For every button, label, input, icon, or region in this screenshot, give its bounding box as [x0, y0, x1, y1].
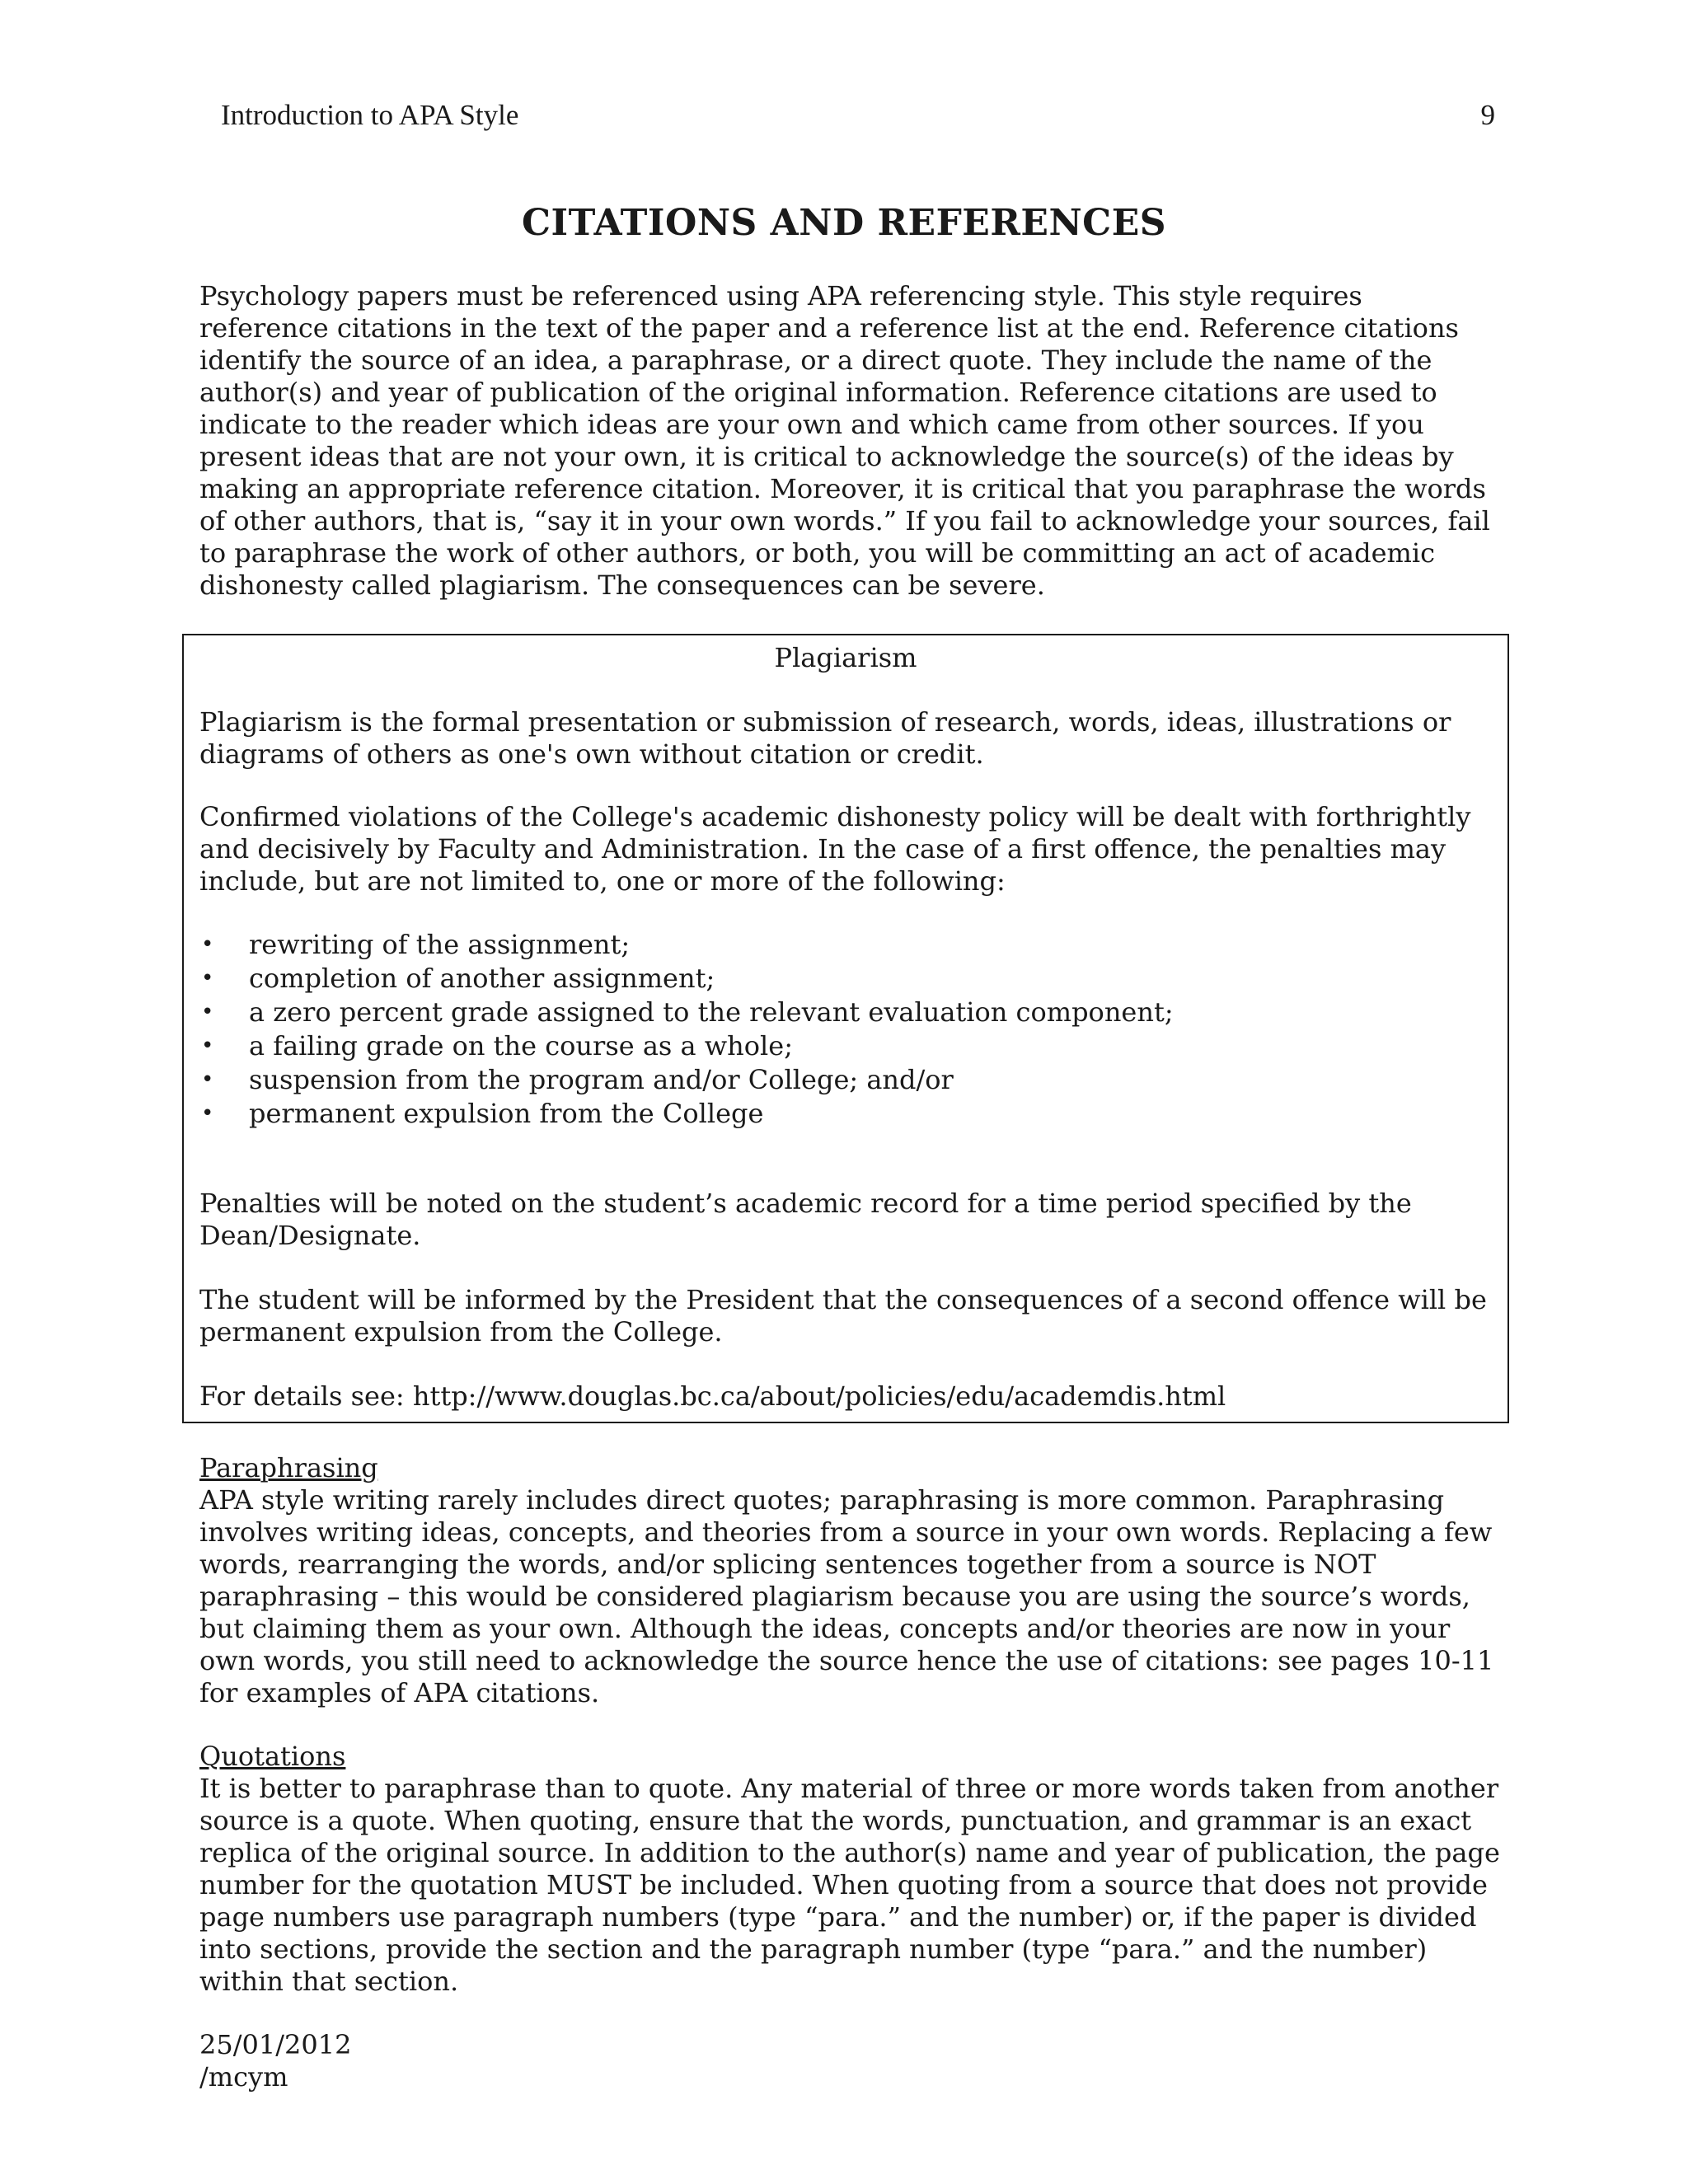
list-item: • a zero percent grade assigned to the relevant evaluation component; — [201, 996, 1174, 1028]
list-item: • a failing grade on the course as a whole; — [201, 1030, 793, 1062]
plagiarism-heading: Plagiarism — [774, 642, 917, 673]
page-number: 9 — [1480, 99, 1495, 131]
bullet-icon: • — [201, 932, 214, 957]
quotations-section — [199, 1741, 1502, 1998]
plagiarism-violations: Confirmed violations of the College's academic dishonesty policy will be dealt with forthrightly and decisively by Faculty and Administration. In the case of a first offence, the penalties may include, but are not limited to, one or more of the following: — [199, 801, 1471, 897]
list-item: • completion of another assignment; — [201, 963, 715, 994]
list-item: • rewriting of the assignment; — [201, 929, 631, 960]
plagiarism-box — [182, 634, 1509, 1423]
bullet-icon: • — [201, 1101, 214, 1126]
second-offence-note: The student will be informed by the President that the consequences of a second offence will be permanent expulsion from the College. — [199, 1284, 1487, 1347]
bullet-icon: • — [201, 1000, 214, 1024]
quotations-body: It is better to paraphrase than to quote. Any material of three or more words taken from another source is a quote. When quoting, ensure that the words, punctuation, and grammar is an exact replica of the original source. In addition to the author(s) name and year of publication, the page number for the quotation MUST be included. When quoting from a source that does not provide page numbers use paragraph numbers (type “para.” and the number) or, if the paper is divided into sections, provide the section and the paragraph number (type “para.” and the number) within that section. — [199, 1773, 1500, 1997]
running-head-title: Introduction to APA Style — [221, 99, 519, 131]
list-item: • suspension from the program and/or College; and/or — [201, 1064, 954, 1095]
bullet-icon: • — [201, 966, 214, 991]
page-title: CITATIONS AND REFERENCES — [522, 202, 1166, 244]
footer — [199, 2029, 351, 2093]
paraphrasing-heading: Paraphrasing — [199, 1452, 378, 1483]
paraphrasing-section — [199, 1452, 1502, 1709]
running-head — [221, 99, 1495, 132]
intro-paragraph: Psychology papers must be referenced using APA referencing style. This style requires reference citations in the text of the paper and a reference list at the end. Reference citations identify the source of an idea, a paraphrase, or a direct quote. They include the name of the author(s) and year of publication of the original information. Reference citations are used to indicate to the reader which ideas are your own and which came from other sources. If you present ideas that are not your own, it is critical to acknowledge the source(s) of the ideas by making an appropriate reference citation. Moreover, it is critical that you paraphrase the words of other authors, that is, “say it in your own words.” If you fail to acknowledge your sources, fail to paraphrase the work of other authors, or both, you will be committing an act of academic dishonesty called plagiarism. The consequences can be severe. — [199, 280, 1490, 601]
bullet-icon: • — [201, 1067, 214, 1092]
plagiarism-definition: Plagiarism is the formal presentation or submission of research, words, ideas, illustrations or diagrams of others as one's own without citation or credit. — [199, 706, 1451, 770]
policy-details-link[interactable]: For details see: http://www.douglas.bc.ca/about/policies/edu/academdis.html — [199, 1380, 1226, 1412]
record-note: Penalties will be noted on the student’s academic record for a time period specified by the Dean/Designate. — [199, 1188, 1412, 1251]
penalty-list — [199, 928, 1493, 1131]
quotations-heading: Quotations — [199, 1741, 346, 1772]
bullet-icon: • — [201, 1033, 214, 1058]
list-item: • permanent expulsion from the College — [201, 1098, 764, 1129]
footer-date: 25/01/2012 — [199, 2029, 352, 2060]
paraphrasing-body: APA style writing rarely includes direct quotes; paraphrasing is more common. Paraphrasing involves writing ideas, concepts, and theories from a source in your own words. Replacing a few words, rearranging the words, and/or splicing sentences together from a source is NOT paraphrasing – this would be considered plagiarism because you are using the source’s words, but claiming them as your own. Although the ideas, concepts and/or theories are now in your own words, you still need to acknowledge the source hence the use of citations: see pages 10-11 for examples of APA citations. — [199, 1484, 1494, 1708]
footer-initials: /mcym — [199, 2061, 288, 2093]
